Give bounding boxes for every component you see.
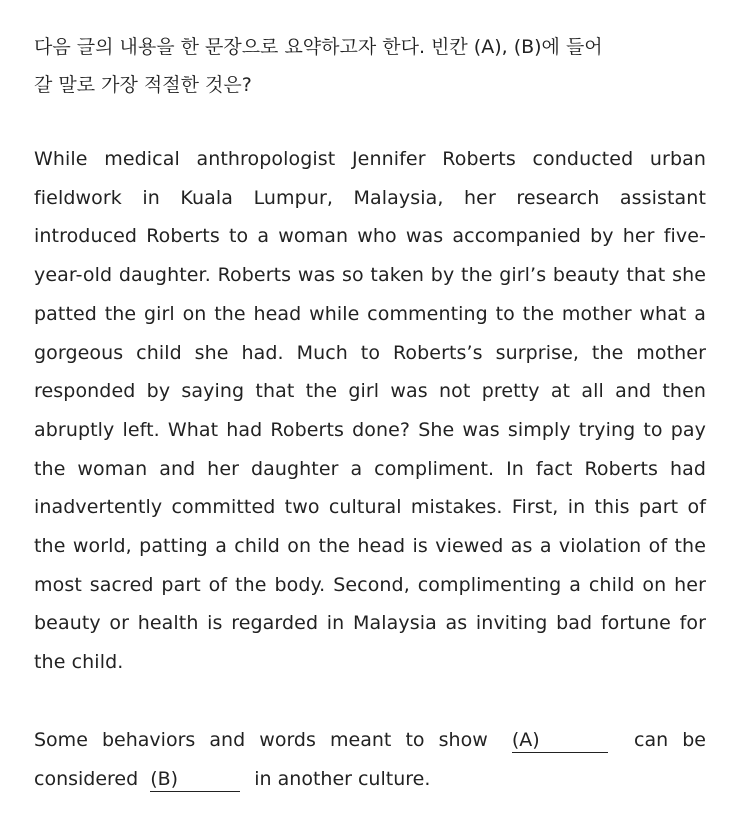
blank-a: (A)	[512, 728, 608, 753]
reading-passage: While medical anthropologist Jennifer Roberts conducted urban fieldwork in Kuala Lumpur, Malaysia, her research assistant introduced Roberts to a woman who was accompanied by her five-year-old daughter. Roberts was so taken by the girl’s beauty that she patted the girl on the head while commenting to the mother what a gorgeous child she had. Much to Roberts’s surprise, the mother responded by saying that the girl was not pretty at all and then abruptly left. What had Roberts done? She was simply trying to pay the woman and her daughter a compliment. In fact Roberts had inadvertently committed two cultural mistakes. First, in this part of the world, patting a child on the head is viewed as a violation of the most sacred part of the body. Second, complimenting a child on her beauty or health is regarded in Malaysia as inviting bad fortune for the child.	[34, 148, 706, 674]
summary-text-1: Some behaviors and words meant to show	[34, 729, 488, 751]
question-line-1: 다음 글의 내용을 한 문장으로 요약하고자 한다. 빈칸 (A), (B)에 들어	[34, 36, 603, 58]
question-line-2: 갈 말로 가장 적절한 것은?	[34, 74, 252, 96]
summary-text-3: in another culture.	[254, 767, 431, 790]
question-prompt	[34, 28, 710, 104]
blank-b: (B)	[150, 767, 240, 792]
summary-sentence	[34, 721, 706, 798]
summary-text-2: can be considered	[34, 729, 706, 790]
